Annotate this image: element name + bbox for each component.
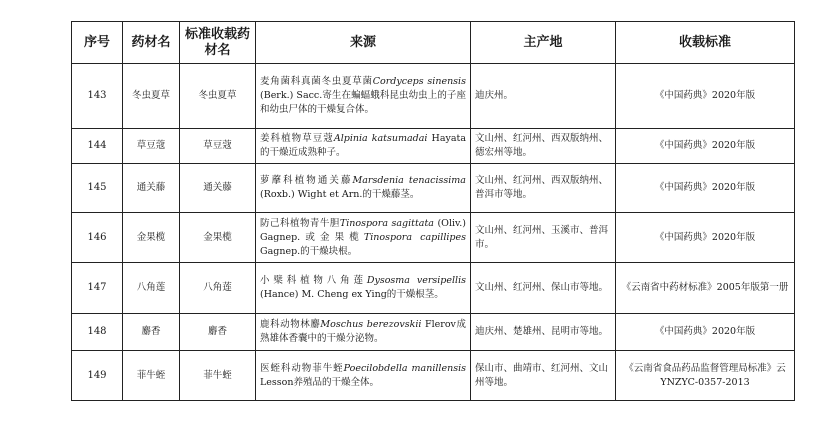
herb-name: 草豆蔻: [123, 129, 180, 164]
table-row: [72, 213, 795, 263]
standard-herb-name: 麝香: [180, 314, 256, 351]
source-cell: 萝藦科植物通关藤Marsdenia tenacissima (Roxb.) Wight et Arn.的干燥藤茎。: [256, 164, 471, 213]
table-row: [72, 64, 795, 129]
header-main-producing-area: 主产地: [471, 22, 616, 64]
standard: 《中国药典》2020年版: [616, 314, 795, 351]
standard-herb-name: 冬虫夏草: [180, 64, 256, 129]
standard-herb-name: 八角莲: [180, 263, 256, 314]
header-herb-name: 药材名: [123, 22, 180, 64]
standard: 《中国药典》2020年版: [616, 129, 795, 164]
table-row: [72, 351, 795, 401]
standard: 《中国药典》2020年版: [616, 64, 795, 129]
producing-area: 迪庆州。: [471, 64, 616, 129]
standard-herb-name: 通关藤: [180, 164, 256, 213]
standard: 《云南省食品药品监督管理局标准》云YNZYC-0357-2013: [616, 351, 795, 401]
serial-number: 146: [72, 213, 123, 263]
producing-area: 保山市、曲靖市、红河州、文山州等地。: [471, 351, 616, 401]
header-source: 来源: [256, 22, 471, 64]
header-serial-number: 序号: [72, 22, 123, 64]
source-cell: 鹿科动物林麝Moschus berezovskii Flerov成熟雄体香囊中的干燥分泌物。: [256, 314, 471, 351]
standard: 《中国药典》2020年版: [616, 213, 795, 263]
serial-number: 143: [72, 64, 123, 129]
table-row: [72, 314, 795, 351]
source-cell: 姜科植物草豆蔻Alpinia katsumadai Hayata的干燥近成熟种子。: [256, 129, 471, 164]
herb-name: 麝香: [123, 314, 180, 351]
producing-area: 文山州、红河州、西双版纳州、德宏州等地。: [471, 129, 616, 164]
standard-herb-name: 草豆蔻: [180, 129, 256, 164]
header-row: [72, 22, 795, 64]
source-cell: 麦角菌科真菌冬虫夏草菌Cordyceps sinensis (Berk.) Sacc.寄生在蝙蝠蛾科昆虫幼虫上的子座和幼虫尸体的干燥复合体。: [256, 64, 471, 129]
serial-number: 144: [72, 129, 123, 164]
table-row: [72, 129, 795, 164]
herb-name: 通关藤: [123, 164, 180, 213]
herb-name: 金果榄: [123, 213, 180, 263]
table-row: [72, 263, 795, 314]
standard: 《云南省中药材标准》2005年版第一册: [616, 263, 795, 314]
producing-area: 文山州、红河州、玉溪市、普洱市。: [471, 213, 616, 263]
serial-number: 148: [72, 314, 123, 351]
header-standard-herb-name: 标准收载药材名: [180, 22, 256, 64]
source-cell: 医蛭科动物菲牛蛭Poecilobdella manillensis Lesson养殖品的干燥全体。: [256, 351, 471, 401]
producing-area: 文山州、红河州、西双版纳州、普洱市等地。: [471, 164, 616, 213]
standard-herb-name: 金果榄: [180, 213, 256, 263]
source-cell: 防己科植物青牛胆Tinospora sagittata (Oliv.) Gagnep.或金果榄Tinospora capillipes Gagnep.的干燥块根。: [256, 213, 471, 263]
table-row: [72, 164, 795, 213]
serial-number: 147: [72, 263, 123, 314]
source-cell: 小檗科植物八角莲Dysosma versipellis (Hance) M. Cheng ex Ying的干燥根茎。: [256, 263, 471, 314]
producing-area: 迪庆州、楚雄州、昆明市等地。: [471, 314, 616, 351]
standard-herb-name: 菲牛蛭: [180, 351, 256, 401]
herb-name: 菲牛蛭: [123, 351, 180, 401]
herb-standards-table: [71, 21, 795, 401]
serial-number: 149: [72, 351, 123, 401]
standard: 《中国药典》2020年版: [616, 164, 795, 213]
producing-area: 文山州、红河州、保山市等地。: [471, 263, 616, 314]
herb-name: 冬虫夏草: [123, 64, 180, 129]
herb-name: 八角莲: [123, 263, 180, 314]
serial-number: 145: [72, 164, 123, 213]
header-standard: 收载标准: [616, 22, 795, 64]
